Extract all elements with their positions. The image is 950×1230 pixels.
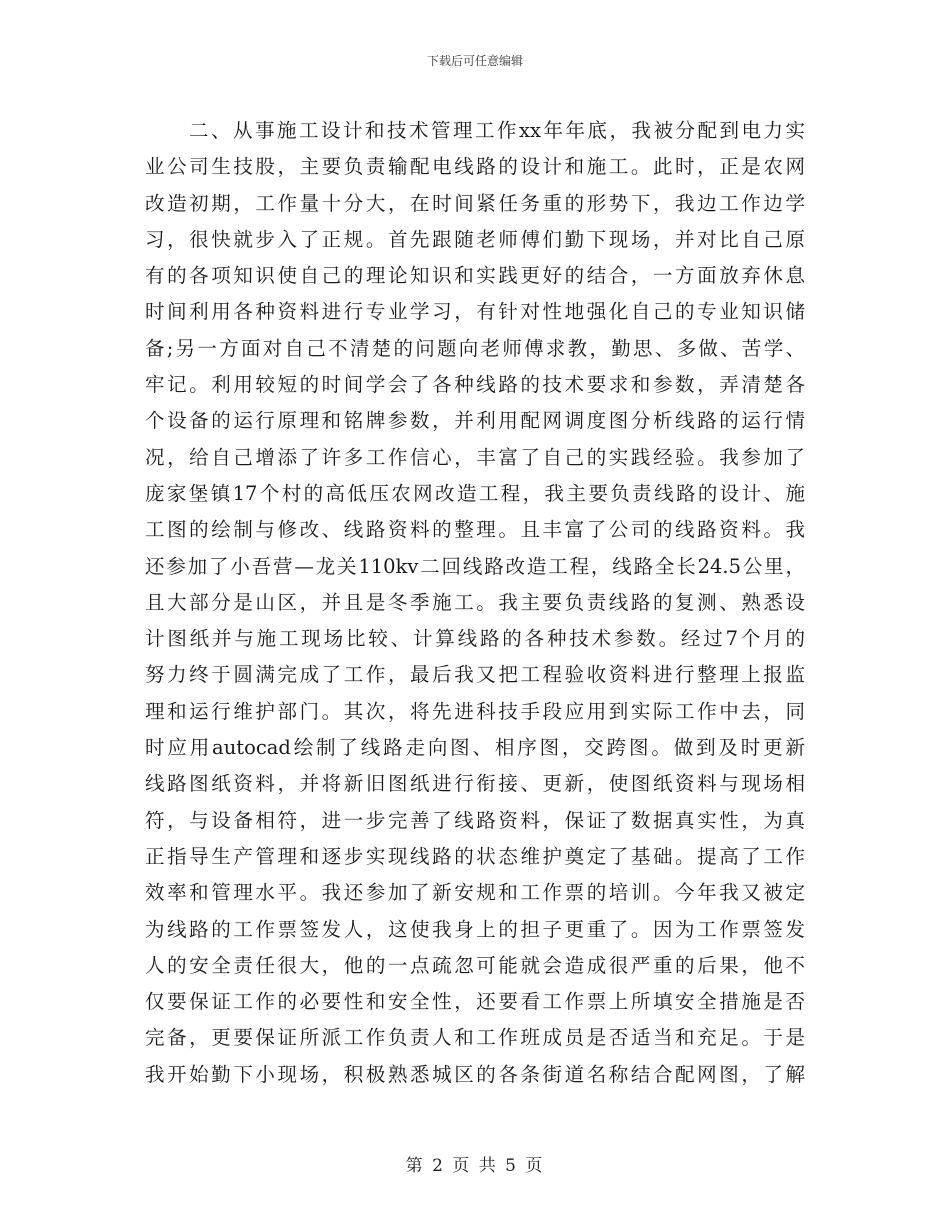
body-line: 线路图纸资料，并将新旧图纸进行衔接、更新，使图纸资料与现场相 — [145, 772, 805, 796]
body-line: 个设备的运行原理和铭牌参数，并利用配网调度图分析线路的运行情 — [145, 409, 805, 433]
body-line: 计图纸并与施工现场比较、计算线路的各种技术参数。经过7个月的 — [145, 627, 805, 651]
body-line: 备;另一方面对自己不清楚的问题向老师傅求教，勤思、多做、苦学、 — [145, 336, 805, 360]
body-line: 效率和管理水平。我还参加了新安规和工作票的培训。今年我又被定 — [145, 881, 805, 905]
body-line: 庞家堡镇17个村的高低压农网改造工程，我主要负责线路的设计、施 — [145, 481, 805, 505]
body-line: 二、从事施工设计和技术管理工作xx年年底，我被分配到电力实 — [189, 119, 805, 142]
body-line: 理和运行维护部门。其次，将先进科技手段应用到实际工作中去，同 — [145, 699, 805, 723]
body-line: 还参加了小吾营—龙关110kv二回线路改造工程，线路全长24.5公里， — [145, 554, 805, 578]
body-line: 业公司生技股，主要负责输配电线路的设计和施工。此时，正是农网 — [145, 155, 805, 179]
page-header: 下载后可任意编辑 — [426, 54, 523, 68]
body-line: 有的各项知识使自己的理论知识和实践更好的结合，一方面放弃休息 — [145, 264, 805, 288]
body-line: 且大部分是山区，并且是冬季施工。我主要负责线路的复测、熟悉设 — [145, 590, 805, 614]
body-line: 努力终于圆满完成了工作，最后我又把工程验收资料进行整理上报监 — [145, 663, 805, 687]
body-line: 完备，更要保证所派工作负责人和工作班成员是否适当和充足。于是 — [145, 1026, 805, 1050]
body-line: 符，与设备相符，进一步完善了线路资料，保证了数据真实性，为真 — [145, 808, 805, 832]
body-line: 时应用autocad绘制了线路走向图、相序图，交跨图。做到及时更新 — [145, 736, 805, 760]
body-line: 改造初期，工作量十分大，在时间紧任务重的形势下，我边工作边学 — [145, 191, 805, 215]
body-line: 仅要保证工作的必要性和安全性，还要看工作票上所填安全措施是否 — [145, 990, 805, 1014]
body-line: 为线路的工作票签发人，这使我身上的担子更重了。因为工作票签发 — [145, 917, 805, 941]
body-line: 牢记。利用较短的时间学会了各种线路的技术要求和参数，弄清楚各 — [145, 373, 805, 397]
body-line: 我开始勤下小现场，积极熟悉城区的各条街道名称结合配网图，了解 — [145, 1062, 805, 1086]
body-line: 况，给自己增添了许多工作信心，丰富了自己的实践经验。我参加了 — [145, 445, 805, 469]
page-footer: 第 2 页 共 5 页 — [405, 1156, 545, 1176]
body-line: 时间利用各种资料进行专业学习，有针对性地强化自己的专业知识储 — [145, 300, 805, 324]
body-line: 正指导生产管理和逐步实现线路的状态维护奠定了基础。提高了工作 — [145, 844, 805, 868]
document-body — [145, 113, 805, 1093]
body-line: 习，很快就步入了正规。首先跟随老师傅们勤下现场，并对比自己原 — [145, 227, 805, 251]
body-line: 人的安全责任很大，他的一点疏忽可能就会造成很严重的后果，他不 — [145, 953, 805, 977]
body-line: 工图的绘制与修改、线路资料的整理。且丰富了公司的线路资料。我 — [145, 518, 805, 542]
